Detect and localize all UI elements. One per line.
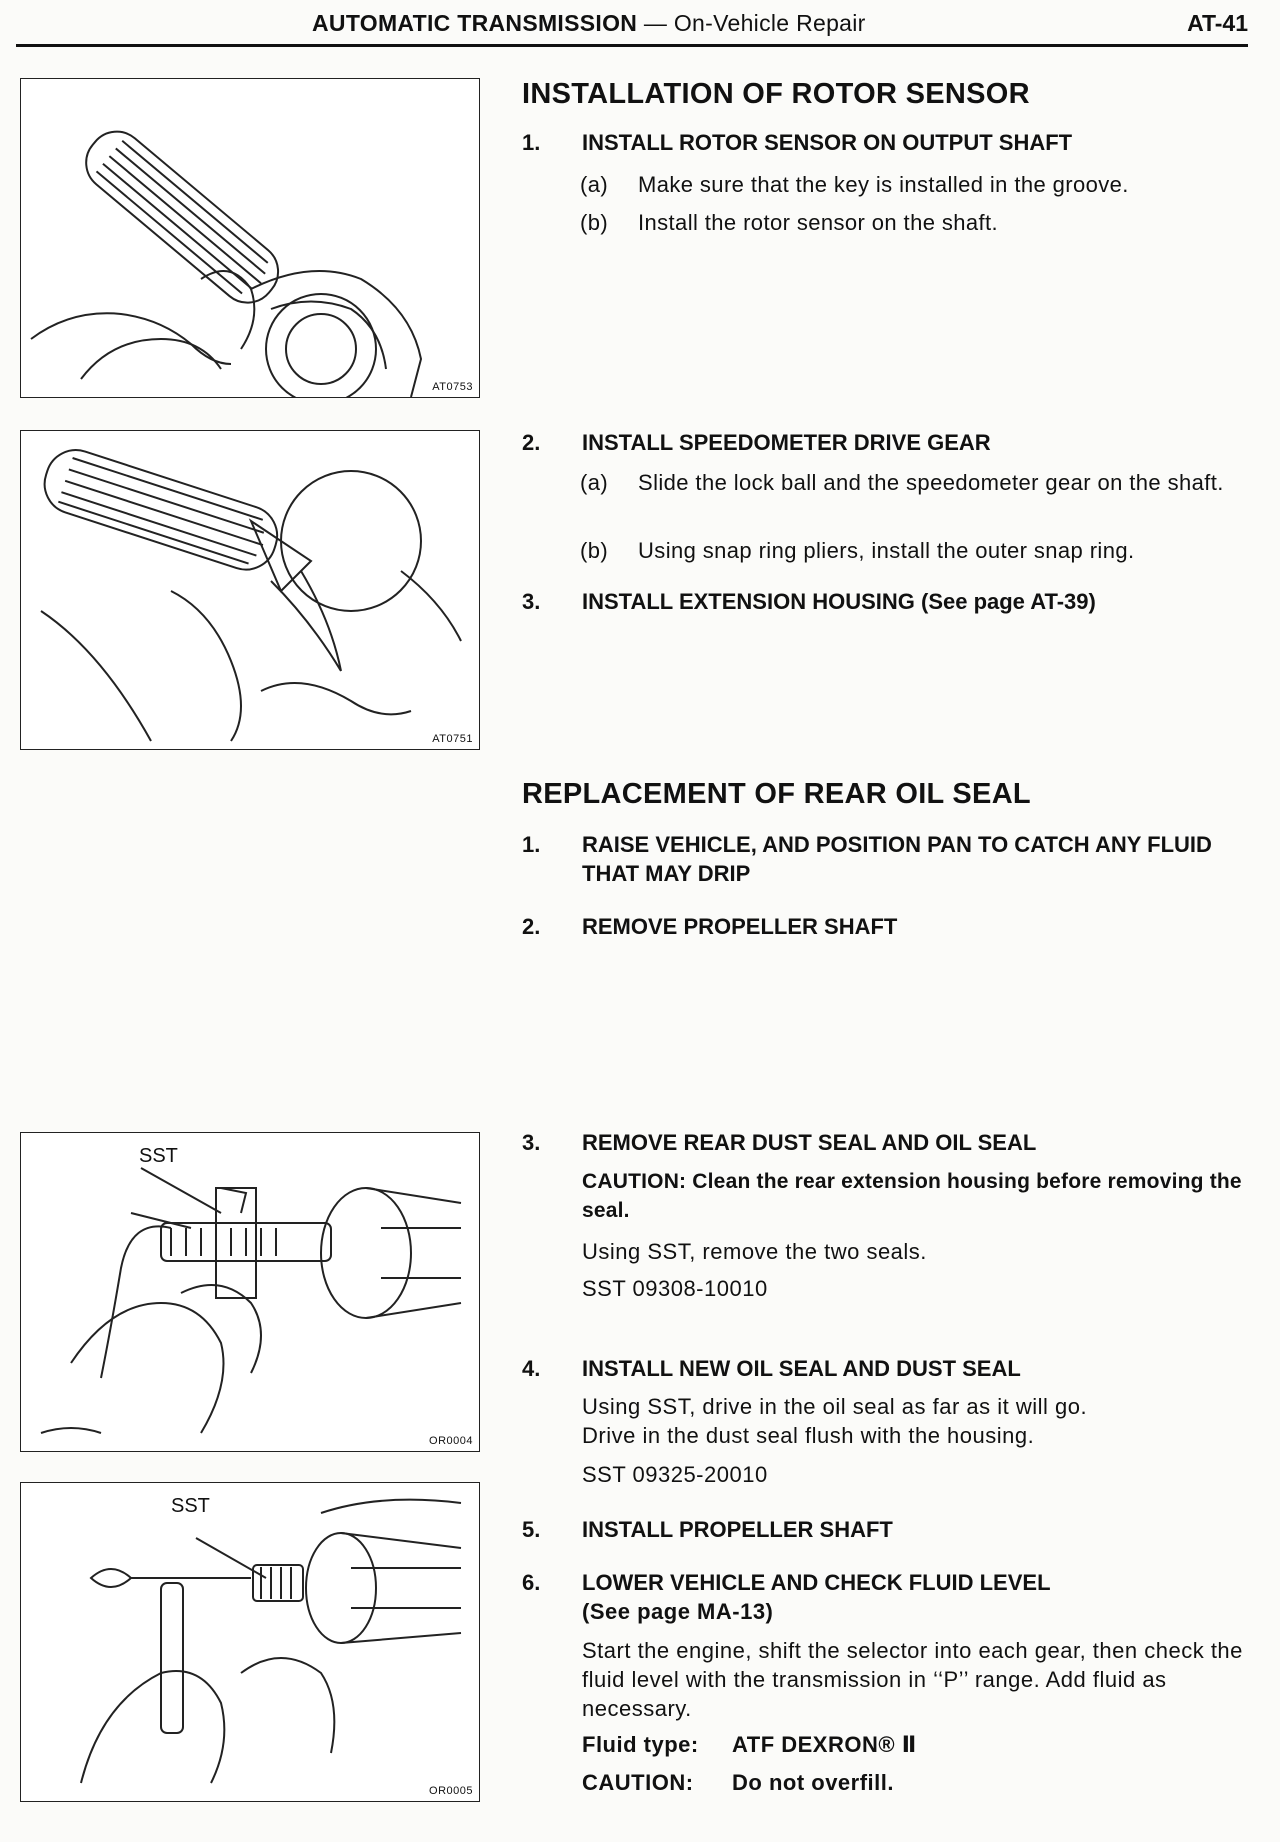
step-title: LOWER VEHICLE AND CHECK FLUID LEVEL bbox=[582, 1570, 1051, 1595]
seal-6-text: Start the engine, shift the selector into each gear, then check the fluid level with the transmission in ‘‘P’’ range. Add fluid as necessary. bbox=[582, 1638, 1243, 1721]
sst-label: SST bbox=[139, 1145, 178, 1167]
figure-code: OR0005 bbox=[429, 1785, 473, 1797]
substep-letter: (a) bbox=[580, 470, 609, 495]
page-number: AT-41 bbox=[1187, 10, 1248, 36]
figure-install-seal bbox=[20, 1482, 480, 1802]
step-number: 3. bbox=[522, 589, 541, 614]
step-title: RAISE VEHICLE, AND POSITION PAN TO CATCH ANY FLUID THAT MAY DRIP bbox=[582, 832, 1212, 886]
caution-value: Do not overfill. bbox=[732, 1770, 894, 1795]
step-title: INSTALL EXTENSION HOUSING (See page AT-39) bbox=[582, 589, 1096, 614]
sst-label: SST bbox=[171, 1495, 210, 1517]
step-title: REMOVE REAR DUST SEAL AND OIL SEAL bbox=[582, 1130, 1037, 1155]
header-rule bbox=[16, 44, 1248, 47]
step-number: 4. bbox=[522, 1356, 541, 1381]
seal-3-text: Using SST, remove the two seals. bbox=[582, 1239, 927, 1264]
substep-text: Using snap ring pliers, install the outer snap ring. bbox=[638, 538, 1135, 563]
figure-remove-seal bbox=[20, 1132, 480, 1452]
seal-4-text-1: Using SST, drive in the oil seal as far as it will go. bbox=[582, 1394, 1088, 1419]
fluid-type-label: Fluid type: bbox=[582, 1732, 699, 1757]
substep-letter: (b) bbox=[580, 538, 609, 563]
substep-text: Slide the lock ball and the speedometer gear on the shaft. bbox=[638, 470, 1224, 495]
seal-4-text-2: Drive in the dust seal flush with the housing. bbox=[582, 1423, 1035, 1448]
step-number: 2. bbox=[522, 430, 541, 455]
caution-label: CAUTION: bbox=[582, 1770, 694, 1795]
step-number: 3. bbox=[522, 1130, 541, 1155]
step-title: INSTALL NEW OIL SEAL AND DUST SEAL bbox=[582, 1356, 1021, 1381]
figure-code: OR0004 bbox=[429, 1435, 473, 1447]
step-number: 2. bbox=[522, 914, 541, 939]
step-title: INSTALL SPEEDOMETER DRIVE GEAR bbox=[582, 430, 991, 455]
figure-speedometer-gear bbox=[20, 430, 480, 750]
heading-rear-oil-seal: REPLACEMENT OF REAR OIL SEAL bbox=[522, 778, 1031, 810]
step-title: REMOVE PROPELLER SHAFT bbox=[582, 914, 898, 939]
figure-code: AT0751 bbox=[432, 733, 473, 745]
figure-rotor-sensor bbox=[20, 78, 480, 398]
substep-letter: (a) bbox=[580, 172, 609, 197]
step-title: INSTALL ROTOR SENSOR ON OUTPUT SHAFT bbox=[582, 130, 1073, 155]
caution-overfill-line bbox=[582, 1768, 1248, 1797]
step-number: 5. bbox=[522, 1517, 541, 1542]
fluid-type-line bbox=[582, 1730, 1248, 1759]
seal-3-sst: SST 09308-10010 bbox=[582, 1276, 768, 1301]
figure-code: AT0753 bbox=[432, 381, 473, 393]
page-header bbox=[16, 10, 1248, 48]
caution-clean-housing: CAUTION: Clean the rear extension housing before removing the seal. bbox=[582, 1170, 1242, 1222]
section-title: AUTOMATIC TRANSMISSION — On-Vehicle Repair bbox=[312, 10, 866, 36]
substep-letter: (b) bbox=[580, 210, 609, 235]
step-title: INSTALL PROPELLER SHAFT bbox=[582, 1517, 893, 1542]
heading-rotor-sensor: INSTALLATION OF ROTOR SENSOR bbox=[522, 78, 1030, 110]
step-number: 1. bbox=[522, 832, 541, 857]
substep-text: Install the rotor sensor on the shaft. bbox=[638, 210, 999, 235]
seal-6-reference: (See page MA-13) bbox=[582, 1599, 774, 1624]
step-number: 1. bbox=[522, 130, 541, 155]
substep-text: Make sure that the key is installed in the groove. bbox=[638, 172, 1129, 197]
fluid-type-value: ATF DEXRON® Ⅱ bbox=[732, 1732, 917, 1757]
seal-4-sst: SST 09325-20010 bbox=[582, 1462, 768, 1487]
step-number: 6. bbox=[522, 1570, 541, 1595]
